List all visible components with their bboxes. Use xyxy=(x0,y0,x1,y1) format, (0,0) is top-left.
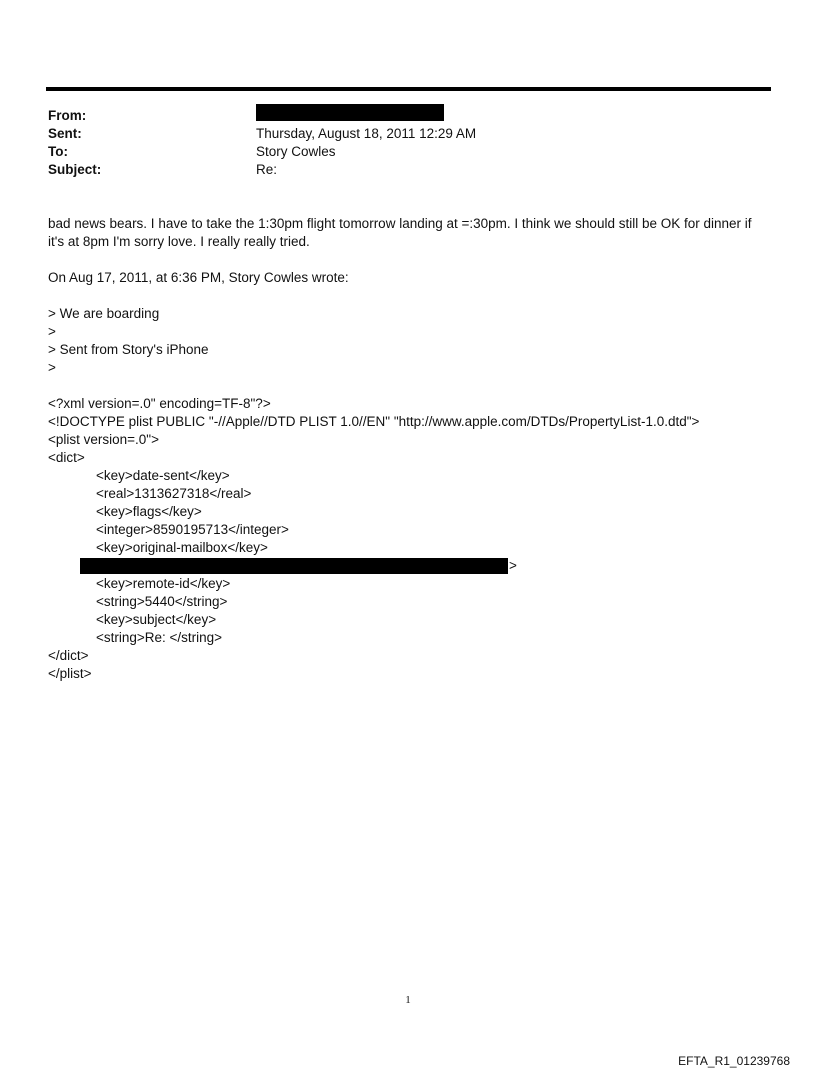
plist-entry: <string>Re: </string> xyxy=(96,630,223,645)
plist-entry: <key>remote-id</key> xyxy=(96,576,231,591)
mailbox-redaction xyxy=(80,558,508,574)
quoted-line: > Sent from Story's iPhone xyxy=(48,342,209,357)
plist-xml-declaration: <?xml version=.0" encoding=TF-8"?> xyxy=(48,396,271,411)
sent-row xyxy=(48,125,748,143)
to-label: To: xyxy=(48,144,68,159)
plist-entry: <key>date-sent</key> xyxy=(96,468,230,483)
plist-entry: <key>flags</key> xyxy=(96,504,202,519)
redacted-line-tail: > xyxy=(509,558,517,573)
dict-open-tag: <dict> xyxy=(48,450,85,465)
plist-doctype: <!DOCTYPE plist PUBLIC "-//Apple//DTD PLIST 1.0//EN" "http://www.apple.com/DTDs/PropertyList-1.0.dtd"> xyxy=(48,414,700,429)
subject-row xyxy=(48,161,748,179)
plist-entry: <key>original-mailbox</key> xyxy=(96,540,268,555)
subject-label: Subject: xyxy=(48,162,102,177)
document-id: EFTA_R1_01239768 xyxy=(678,1054,790,1068)
plist-entry: <integer>8590195713</integer> xyxy=(96,522,289,537)
sent-value: Thursday, August 18, 2011 12:29 AM xyxy=(256,126,477,141)
plist-entry: <key>subject</key> xyxy=(96,612,217,627)
sent-label: Sent: xyxy=(48,126,82,141)
header-rule xyxy=(46,87,771,91)
dict-close-tag: </dict> xyxy=(48,648,89,663)
body-line-2: it's at 8pm I'm sorry love. I really really tried. xyxy=(48,234,310,249)
plist-open-tag: <plist version=.0"> xyxy=(48,432,159,447)
plist-entry: <real>1313627318</real> xyxy=(96,486,252,501)
page-number: 1 xyxy=(405,994,411,1006)
to-value: Story Cowles xyxy=(256,144,336,159)
subject-value: Re: xyxy=(256,162,278,177)
from-label: From: xyxy=(48,108,87,123)
quoted-line: > xyxy=(48,324,56,339)
from-redaction xyxy=(256,104,444,121)
body-line-1: bad news bears. I have to take the 1:30pm flight tomorrow landing at =:30pm. I think we should still be OK for dinner if xyxy=(48,216,752,231)
quoted-line: > We are boarding xyxy=(48,306,160,321)
quoted-line: > xyxy=(48,360,56,375)
to-row xyxy=(48,143,748,161)
plist-entry: <string>5440</string> xyxy=(96,594,228,609)
quote-intro: On Aug 17, 2011, at 6:36 PM, Story Cowles wrote: xyxy=(48,270,349,285)
plist-close-tag: </plist> xyxy=(48,666,92,681)
